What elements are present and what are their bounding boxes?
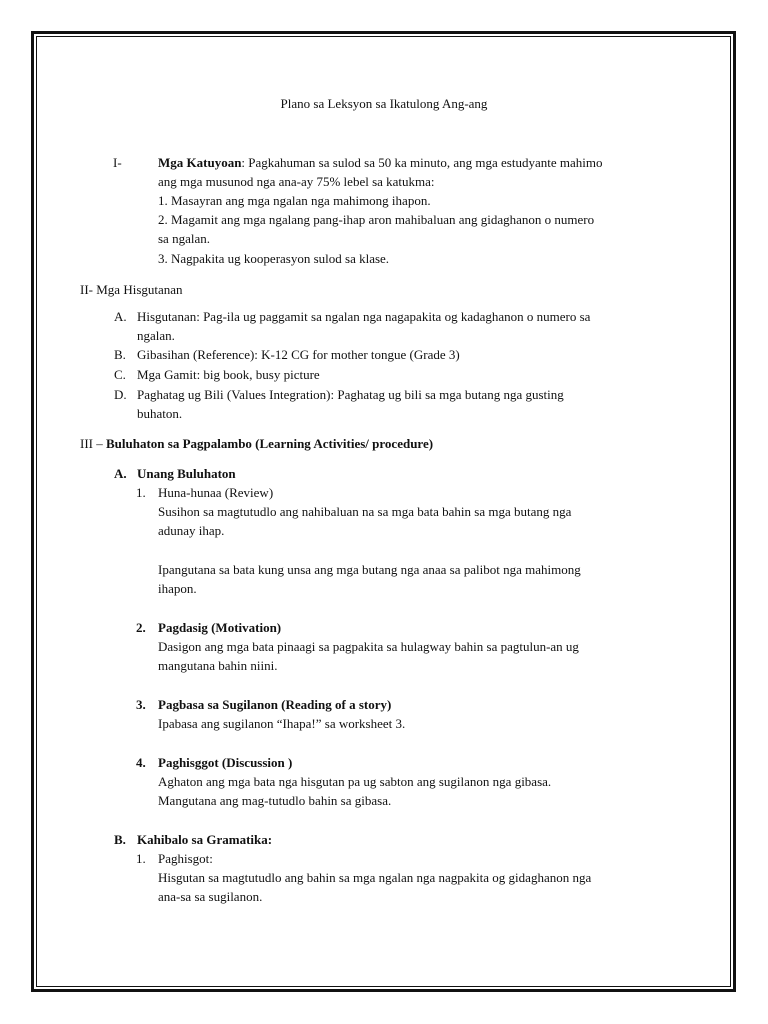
topic-c-line1: Mga Gamit: big book, busy picture [137, 367, 320, 382]
topic-letter-a: A. [114, 309, 127, 324]
step-a1-title: Huna-hunaa (Review) [158, 485, 274, 500]
part-a-letter: A. [114, 466, 127, 481]
step-b1-line1: Hisgutan sa magtutudlo ang bahin sa mga ngalan nga nagpakita og gidaghanon nga [158, 870, 592, 885]
section3-heading: Buluhaton sa Pagpalambo (Learning Activities/ procedure) [106, 436, 434, 451]
topic-a-line2: ngalan. [137, 328, 175, 343]
step-a3-num: 3. [136, 697, 146, 712]
part-a-heading: Unang Buluhaton [137, 466, 236, 481]
section1-numeral: I- [113, 155, 122, 170]
topic-d-line1: Paghatag ug Bili (Values Integration): Paghatag ug bili sa mga butang nga gusting [137, 387, 564, 402]
objective-3: 3. Nagpakita ug kooperasyon sulod sa klase. [158, 251, 390, 266]
step-a4-num: 4. [136, 755, 146, 770]
topic-b-line1: Gibasihan (Reference): K-12 CG for mother tongue (Grade 3) [137, 347, 460, 362]
topic-letter-c: C. [114, 367, 126, 382]
objective-1: 1. Masayran ang mga ngalan nga mahimong ihapon. [158, 193, 431, 208]
section3-heading-line [80, 434, 433, 453]
part-b-letter: B. [114, 832, 126, 847]
step-a1-num: 1. [136, 485, 146, 500]
step-a4-line2: Mangutana ang mag-tutudlo bahin sa gibasa. [158, 793, 392, 808]
objective-2: 2. Magamit ang mga ngalang pang-ihap aron mahibaluan ang gidaghanon o numero [158, 212, 595, 227]
section3-numeral: III – [80, 436, 106, 451]
document-title: Plano sa Leksyon sa Ikatulong Ang-ang [280, 96, 488, 111]
part-b-heading: Kahibalo sa Gramatika: [137, 832, 273, 847]
step-a2-line2: mangutana bahin niini. [158, 658, 278, 673]
section2-heading: II- Mga Hisgutanan [80, 282, 183, 297]
step-a1-line4: ihapon. [158, 581, 197, 596]
section1-intro-line2: ang mga musunod nga ana-ay 75% lebel sa katukma: [158, 174, 435, 189]
step-a4-title: Paghisggot (Discussion ) [158, 755, 293, 770]
topic-letter-b: B. [114, 347, 126, 362]
topic-letter-d: D. [114, 387, 127, 402]
step-a2-line1: Dasigon ang mga bata pinaagi sa pagpakita sa hulagway bahin sa pagtulun-an ug [158, 639, 579, 654]
topic-a-line1: Hisgutanan: Pag-ila ug paggamit sa ngalan nga nagapakita og kadaghanon o numero sa [137, 309, 591, 324]
section1-intro [158, 153, 602, 172]
step-a1-line2: adunay ihap. [158, 523, 225, 538]
step-a4-line1: Aghaton ang mga bata nga hisgutan pa ug sabton ang sugilanon nga gibasa. [158, 774, 552, 789]
topic-d-line2: buhaton. [137, 406, 183, 421]
section1-intro-text: : Pagkahuman sa sulod sa 50 ka minuto, ang mga estudyante mahimo [241, 155, 603, 170]
step-b1-line2: ana-sa sa sugilanon. [158, 889, 263, 904]
step-b1-num: 1. [136, 851, 146, 866]
step-a2-num: 2. [136, 620, 146, 635]
section1-heading: Mga Katuyoan [158, 155, 242, 170]
step-a2-title: Pagdasig (Motivation) [158, 620, 282, 635]
step-a3-title: Pagbasa sa Sugilanon (Reading of a story) [158, 697, 392, 712]
step-a1-line1: Susihon sa magtutudlo ang nahibaluan na sa mga bata bahin sa mga butang nga [158, 504, 572, 519]
objective-2-cont: sa ngalan. [158, 231, 210, 246]
step-a3-line1: Ipabasa ang sugilanon “Ihapa!” sa worksheet 3. [158, 716, 406, 731]
step-b1-title: Paghisgot: [158, 851, 213, 866]
step-a1-line3: Ipangutana sa bata kung unsa ang mga butang nga anaa sa palibot nga mahimong [158, 562, 581, 577]
